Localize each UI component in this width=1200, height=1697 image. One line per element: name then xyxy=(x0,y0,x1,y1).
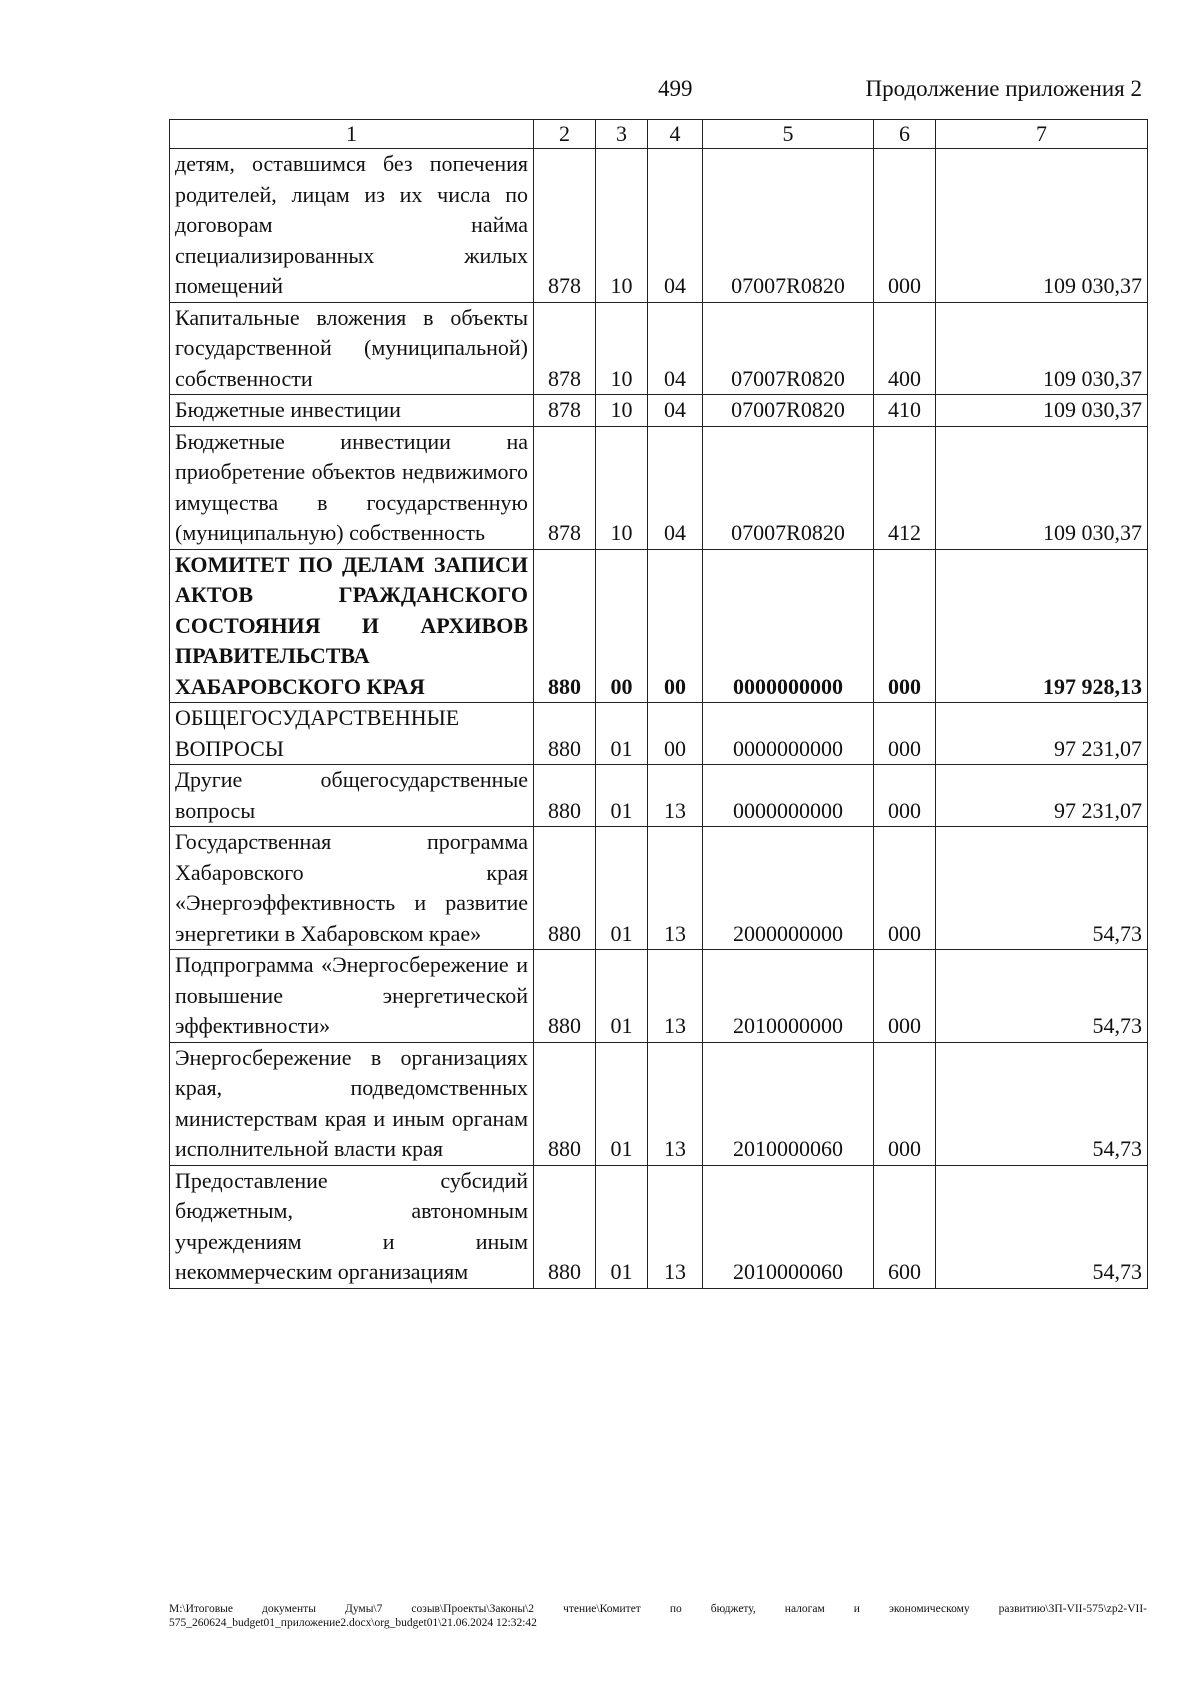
cell-col2: 878 xyxy=(534,302,596,395)
cell-col5: 2000000000 xyxy=(703,827,874,950)
row-name: Предоставление субсидий бюджетным, автономным учреждениям и иным некоммерческим организациям xyxy=(170,1165,534,1288)
cell-col6: 400 xyxy=(874,302,936,395)
cell-amount: 109 030,37 xyxy=(936,395,1148,427)
cell-col6: 000 xyxy=(874,149,936,303)
cell-amount: 109 030,37 xyxy=(936,302,1148,395)
cell-col5: 2010000060 xyxy=(703,1165,874,1288)
cell-col3: 10 xyxy=(596,149,648,303)
cell-col3: 01 xyxy=(596,703,648,765)
cell-col6: 000 xyxy=(874,827,936,950)
row-name: Энергосбережение в организациях края, подведомственных министерствам края и иным органам исполнительной власти края xyxy=(170,1042,534,1165)
cell-col2: 878 xyxy=(534,149,596,303)
cell-amount: 109 030,37 xyxy=(936,149,1148,303)
cell-col5: 07007R0820 xyxy=(703,395,874,427)
cell-col4: 13 xyxy=(648,950,703,1043)
cell-col3: 10 xyxy=(596,395,648,427)
table-body xyxy=(170,149,1148,1289)
cell-col5: 0000000000 xyxy=(703,703,874,765)
table-row xyxy=(170,765,1148,827)
cell-col4: 13 xyxy=(648,827,703,950)
table-row xyxy=(170,549,1148,703)
cell-col6: 000 xyxy=(874,703,936,765)
row-name: Государственная программа Хабаровского края «Энергоэффективность и развитие энергетики в Хабаровском крае» xyxy=(170,827,534,950)
cell-col3: 01 xyxy=(596,765,648,827)
cell-col2: 878 xyxy=(534,426,596,549)
cell-col3: 10 xyxy=(596,426,648,549)
page-caption: Продолжение приложения 2 xyxy=(865,76,1142,101)
cell-col6: 000 xyxy=(874,765,936,827)
table-row xyxy=(170,703,1148,765)
table-row xyxy=(170,302,1148,395)
table-row xyxy=(170,1165,1148,1288)
cell-col2: 880 xyxy=(534,1042,596,1165)
cell-col5: 2010000000 xyxy=(703,950,874,1043)
cell-col4: 00 xyxy=(648,549,703,703)
budget-table xyxy=(169,119,1148,1289)
cell-amount: 54,73 xyxy=(936,827,1148,950)
cell-amount: 109 030,37 xyxy=(936,426,1148,549)
column-header: 2 xyxy=(534,120,596,149)
row-name: детям, оставшимся без попечения родителей, лицам из их числа по договорам найма специализированных жилых помещений xyxy=(170,149,534,303)
table-row xyxy=(170,950,1148,1043)
row-name: ОБЩЕГОСУДАРСТВЕННЫЕ ВОПРОСЫ xyxy=(170,703,534,765)
cell-col3: 01 xyxy=(596,1042,648,1165)
cell-col6: 000 xyxy=(874,1042,936,1165)
cell-col3: 10 xyxy=(596,302,648,395)
cell-col4: 00 xyxy=(648,703,703,765)
cell-amount: 54,73 xyxy=(936,950,1148,1043)
cell-col4: 04 xyxy=(648,395,703,427)
cell-col3: 01 xyxy=(596,950,648,1043)
file-path-footer: M:\Итоговые документы Думы\7 созыв\Проекты\Законы\2 чтение\Комитет по бюджету, налогам и экономическому развитию\ЗП-VII-575\zp2-VII-575_260624_budget01_приложение2.docx\org_budget01\21.06.2024 12:32:42 xyxy=(169,1603,1147,1629)
cell-col5: 07007R0820 xyxy=(703,302,874,395)
cell-col5: 2010000060 xyxy=(703,1042,874,1165)
cell-col6: 000 xyxy=(874,950,936,1043)
cell-col3: 00 xyxy=(596,549,648,703)
cell-col6: 412 xyxy=(874,426,936,549)
cell-amount: 54,73 xyxy=(936,1165,1148,1288)
row-name: КОМИТЕТ ПО ДЕЛАМ ЗАПИСИ АКТОВ ГРАЖДАНСКОГО СОСТОЯНИЯ И АРХИВОВ ПРАВИТЕЛЬСТВА ХАБАРОВСКОГО КРАЯ xyxy=(170,549,534,703)
cell-col3: 01 xyxy=(596,1165,648,1288)
cell-col3: 01 xyxy=(596,827,648,950)
cell-col6: 410 xyxy=(874,395,936,427)
cell-col4: 04 xyxy=(648,426,703,549)
cell-col6: 000 xyxy=(874,549,936,703)
table-row xyxy=(170,1042,1148,1165)
table-row xyxy=(170,426,1148,549)
column-header: 6 xyxy=(874,120,936,149)
row-name: Подпрограмма «Энергосбережение и повышение энергетической эффективности» xyxy=(170,950,534,1043)
cell-col2: 880 xyxy=(534,703,596,765)
table-row xyxy=(170,395,1148,427)
cell-col2: 880 xyxy=(534,827,596,950)
cell-col4: 04 xyxy=(648,302,703,395)
cell-col5: 07007R0820 xyxy=(703,149,874,303)
column-header: 1 xyxy=(170,120,534,149)
cell-col4: 13 xyxy=(648,1165,703,1288)
column-header: 7 xyxy=(936,120,1148,149)
cell-amount: 197 928,13 xyxy=(936,549,1148,703)
row-name: Другие общегосударственные вопросы xyxy=(170,765,534,827)
cell-col4: 13 xyxy=(648,1042,703,1165)
row-name: Капитальные вложения в объекты государственной (муниципальной) собственности xyxy=(170,302,534,395)
row-name: Бюджетные инвестиции на приобретение объектов недвижимого имущества в государственную (муниципальную) собственность xyxy=(170,426,534,549)
cell-col2: 880 xyxy=(534,549,596,703)
cell-col2: 880 xyxy=(534,1165,596,1288)
cell-amount: 97 231,07 xyxy=(936,765,1148,827)
cell-col5: 07007R0820 xyxy=(703,426,874,549)
table-row xyxy=(170,827,1148,950)
cell-col2: 880 xyxy=(534,950,596,1043)
cell-col4: 13 xyxy=(648,765,703,827)
cell-col2: 880 xyxy=(534,765,596,827)
cell-col5: 0000000000 xyxy=(703,549,874,703)
table-row xyxy=(170,149,1148,303)
column-header: 3 xyxy=(596,120,648,149)
table-header-row xyxy=(170,120,1148,149)
cell-col5: 0000000000 xyxy=(703,765,874,827)
cell-col6: 600 xyxy=(874,1165,936,1288)
column-header: 5 xyxy=(703,120,874,149)
cell-col4: 04 xyxy=(648,149,703,303)
cell-col2: 878 xyxy=(534,395,596,427)
page-number: 499 xyxy=(658,76,693,101)
column-header: 4 xyxy=(648,120,703,149)
cell-amount: 54,73 xyxy=(936,1042,1148,1165)
cell-amount: 97 231,07 xyxy=(936,703,1148,765)
row-name: Бюджетные инвестиции xyxy=(170,395,534,427)
